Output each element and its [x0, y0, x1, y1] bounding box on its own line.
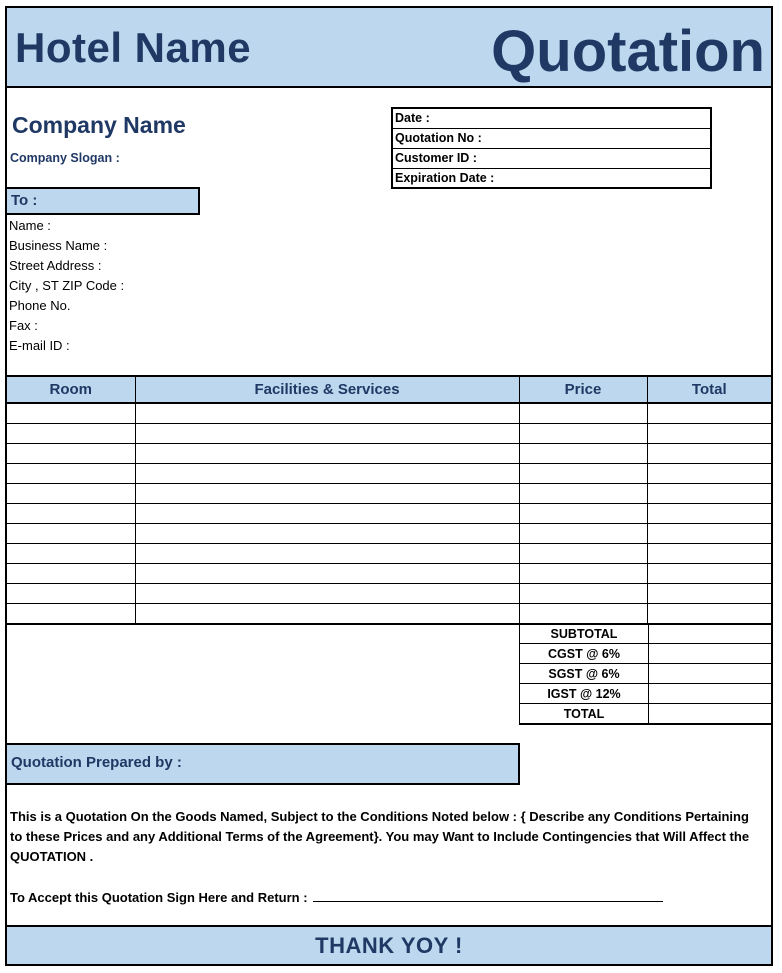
igst-label: IGST @ 12%	[520, 684, 649, 704]
facilities-cell[interactable]	[135, 524, 519, 544]
totals-row	[520, 704, 772, 725]
facilities-cell[interactable]	[135, 424, 519, 444]
table-row	[7, 403, 771, 424]
totals-row	[520, 644, 772, 664]
prepared-by-field[interactable]: Quotation Prepared by :	[7, 743, 520, 785]
price-cell[interactable]	[519, 544, 647, 564]
field-fax[interactable]: Fax :	[9, 318, 38, 333]
table-row	[7, 464, 771, 484]
price-cell[interactable]	[519, 604, 647, 625]
table-row	[7, 584, 771, 604]
field-business-name[interactable]: Business Name :	[9, 238, 108, 253]
total-cell[interactable]	[647, 403, 771, 424]
room-cell[interactable]	[7, 464, 135, 484]
hotel-name: Hotel Name	[15, 24, 252, 71]
room-cell[interactable]	[7, 484, 135, 504]
room-cell[interactable]	[7, 584, 135, 604]
total-cell[interactable]	[647, 584, 771, 604]
facilities-cell[interactable]	[135, 444, 519, 464]
room-cell[interactable]	[7, 504, 135, 524]
column-header-price: Price	[519, 376, 647, 403]
meta-quotation-no[interactable]: Quotation No :	[393, 129, 710, 149]
field-phone[interactable]: Phone No.	[9, 298, 71, 313]
facilities-cell[interactable]	[135, 484, 519, 504]
price-cell[interactable]	[519, 484, 647, 504]
meta-expiration-date[interactable]: Expiration Date :	[395, 171, 495, 185]
room-cell[interactable]	[7, 424, 135, 444]
total-cell[interactable]	[647, 464, 771, 484]
quotation-sheet	[5, 6, 773, 966]
room-cell[interactable]	[7, 444, 135, 464]
column-header-room: Room	[7, 376, 135, 403]
room-cell[interactable]	[7, 604, 135, 625]
accept-label: To Accept this Quotation Sign Here and Return :	[10, 890, 308, 905]
accept-line	[10, 887, 663, 908]
document-title: Quotation	[491, 19, 765, 84]
facilities-cell[interactable]	[135, 584, 519, 604]
igst-value[interactable]	[649, 684, 772, 704]
total-cell[interactable]	[647, 484, 771, 504]
table-header-row	[7, 376, 771, 403]
quotation-meta-box	[391, 107, 712, 189]
total-cell[interactable]	[647, 424, 771, 444]
room-cell[interactable]	[7, 564, 135, 584]
room-cell[interactable]	[7, 524, 135, 544]
facilities-cell[interactable]	[135, 403, 519, 424]
price-cell[interactable]	[519, 584, 647, 604]
table-row	[7, 544, 771, 564]
company-slogan: Company Slogan :	[10, 151, 120, 165]
totals-row	[520, 664, 772, 684]
facilities-cell[interactable]	[135, 504, 519, 524]
total-cell[interactable]	[647, 444, 771, 464]
total-cell[interactable]	[647, 504, 771, 524]
subtotal-value[interactable]	[649, 624, 772, 644]
table-row	[7, 524, 771, 544]
price-cell[interactable]	[519, 504, 647, 524]
table-row	[7, 424, 771, 444]
cgst-value[interactable]	[649, 644, 772, 664]
cgst-label: CGST @ 6%	[520, 644, 649, 664]
price-cell[interactable]	[519, 564, 647, 584]
price-cell[interactable]	[519, 464, 647, 484]
header-banner	[7, 8, 771, 88]
facilities-cell[interactable]	[135, 564, 519, 584]
column-header-total: Total	[647, 376, 771, 403]
meta-customer-id[interactable]: Customer ID :	[393, 149, 710, 169]
field-street-address[interactable]: Street Address :	[9, 258, 102, 273]
items-table	[7, 375, 771, 625]
field-email[interactable]: E-mail ID :	[9, 338, 70, 353]
field-city-zip[interactable]: City , ST ZIP Code :	[9, 278, 125, 293]
room-cell[interactable]	[7, 544, 135, 564]
price-cell[interactable]	[519, 444, 647, 464]
table-row	[7, 484, 771, 504]
totals-row	[520, 684, 772, 704]
column-header-facilities: Facilities & Services	[135, 376, 519, 403]
terms-text: This is a Quotation On the Goods Named, Subject to the Conditions Noted below : { Describe any Conditions Pertaining to these Prices and any Additional Terms of the Agreement}. You may Want to Include Contingencies that Will Affect the QUOTATION .	[10, 809, 750, 864]
totals-table	[519, 623, 771, 725]
signature-line[interactable]	[313, 887, 663, 902]
sgst-value[interactable]	[649, 664, 772, 684]
company-name: Company Name	[12, 112, 186, 138]
table-row	[7, 564, 771, 584]
recipient-address	[9, 216, 124, 356]
sgst-label: SGST @ 6%	[520, 664, 649, 684]
total-cell[interactable]	[647, 524, 771, 544]
total-cell[interactable]	[647, 564, 771, 584]
subtotal-label: SUBTOTAL	[520, 624, 649, 644]
facilities-cell[interactable]	[135, 544, 519, 564]
field-name[interactable]: Name :	[9, 218, 51, 233]
items-body	[7, 403, 771, 624]
table-row	[7, 504, 771, 524]
facilities-cell[interactable]	[135, 604, 519, 625]
table-row	[7, 444, 771, 464]
to-heading: To :	[7, 187, 200, 215]
total-cell[interactable]	[647, 544, 771, 564]
total-value[interactable]	[649, 704, 772, 725]
price-cell[interactable]	[519, 524, 647, 544]
facilities-cell[interactable]	[135, 464, 519, 484]
price-cell[interactable]	[519, 403, 647, 424]
table-row	[7, 604, 771, 625]
footer-thank-you: THANK YOY !	[7, 925, 771, 964]
totals-row	[520, 624, 772, 644]
price-cell[interactable]	[519, 424, 647, 444]
total-cell[interactable]	[647, 604, 771, 625]
meta-date[interactable]: Date :	[393, 109, 710, 129]
total-label: TOTAL	[520, 704, 649, 725]
room-cell[interactable]	[7, 403, 135, 424]
